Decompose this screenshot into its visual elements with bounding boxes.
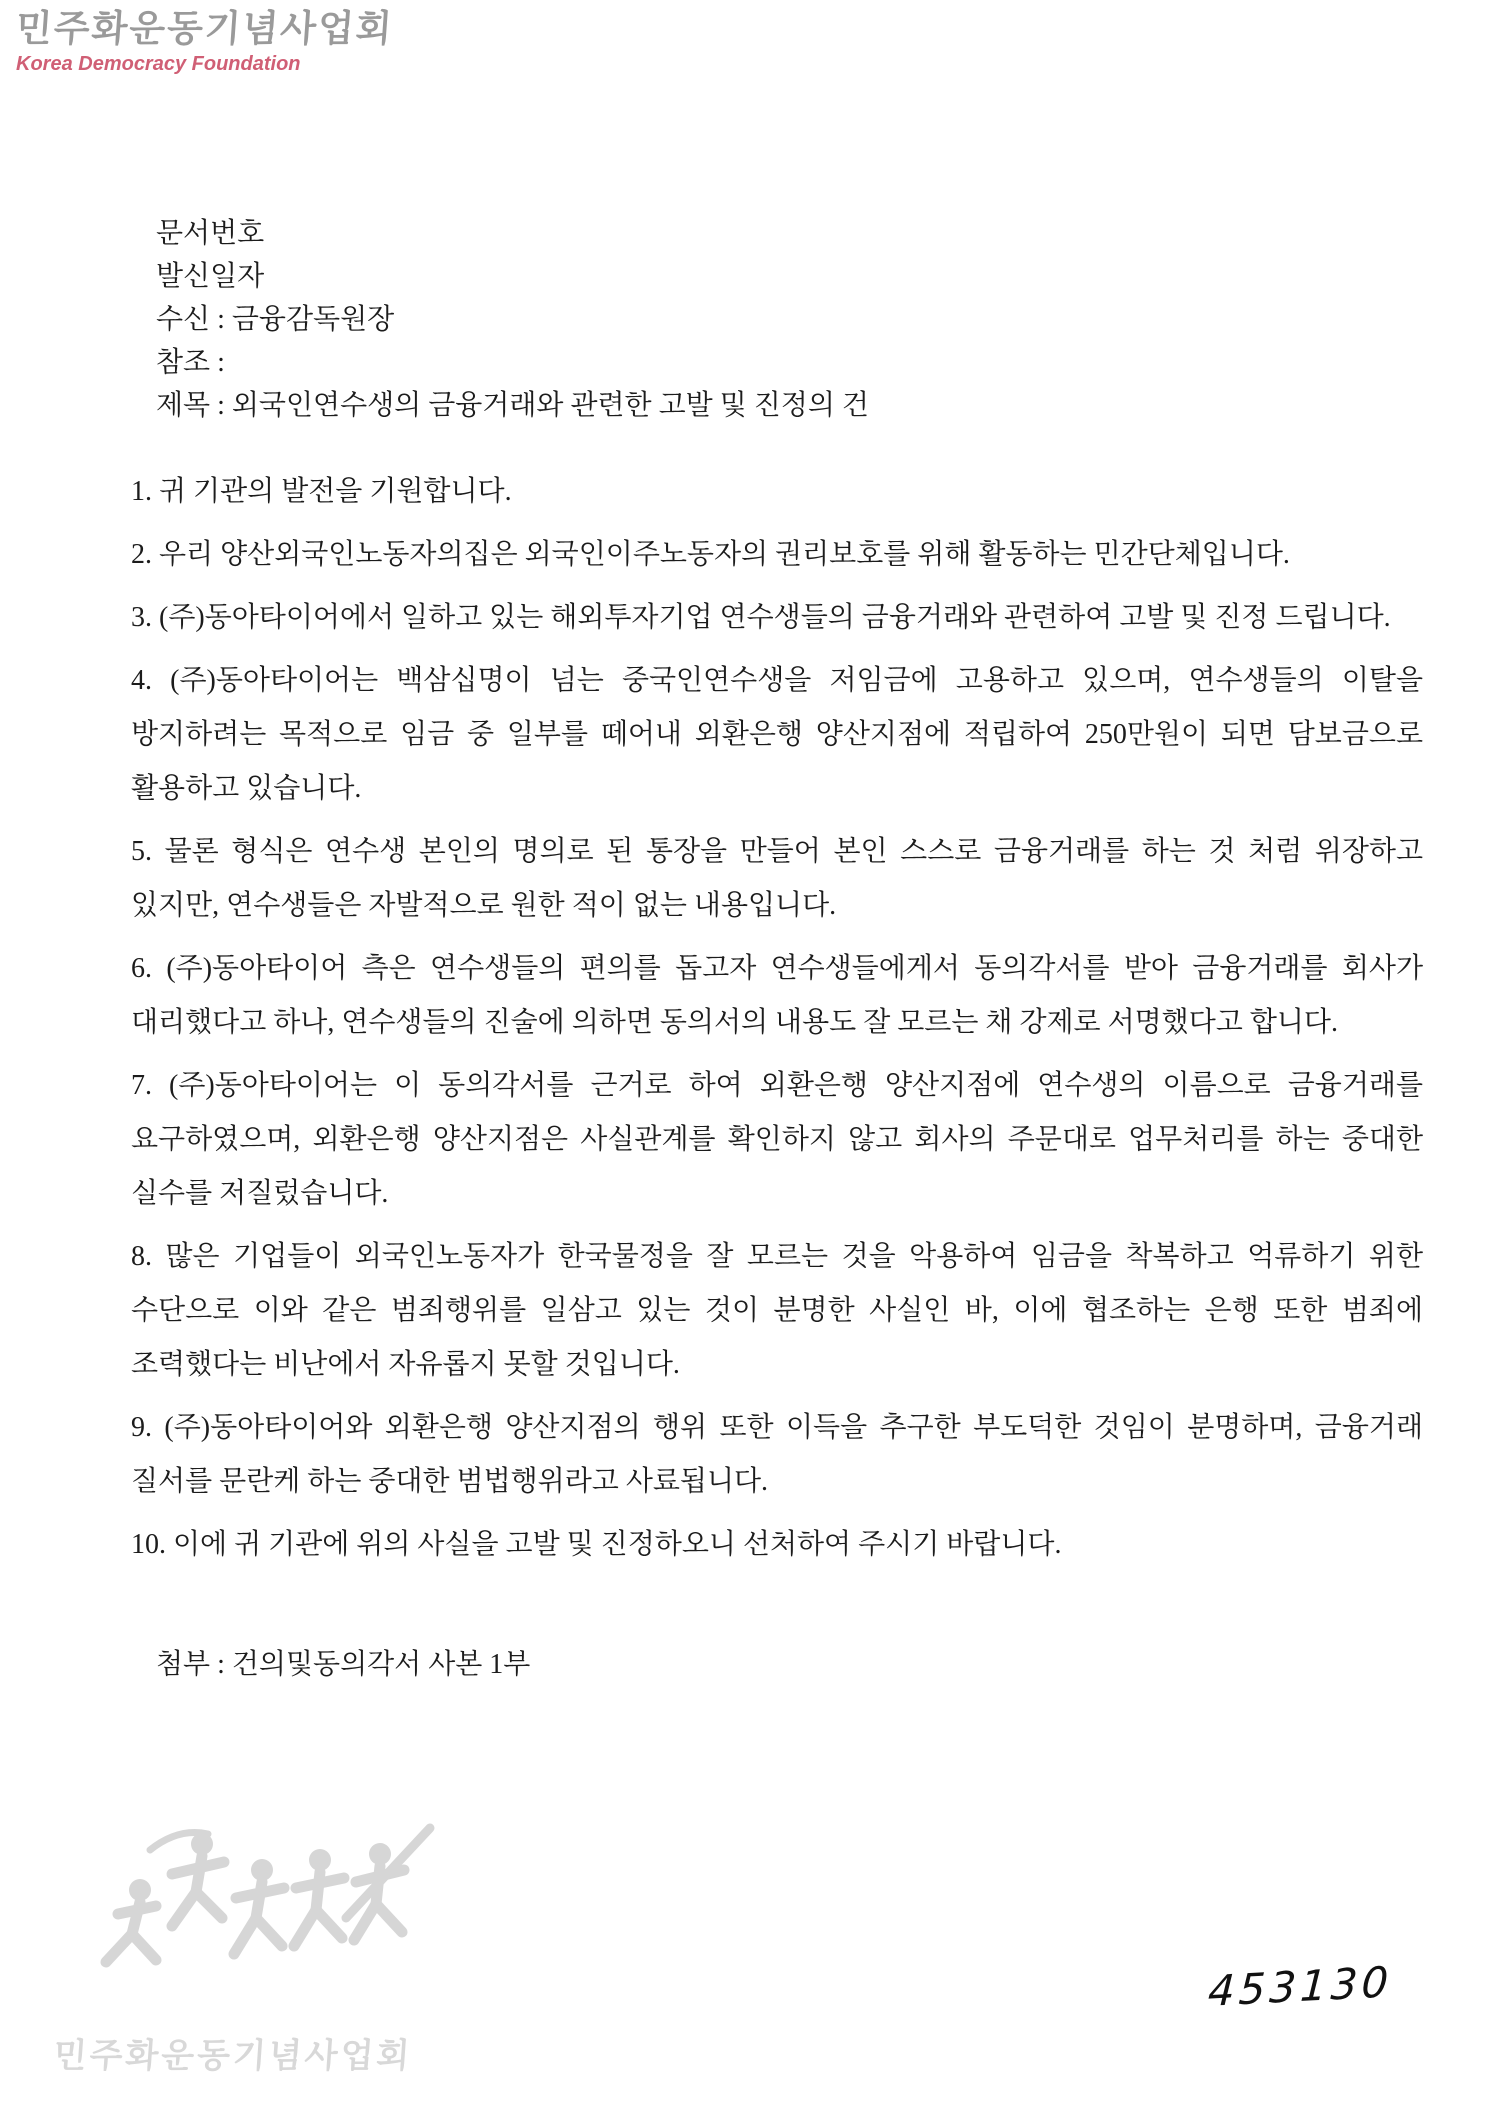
- paragraph-1: 1. 귀 기관의 발전을 기원합니다.: [131, 476, 512, 507]
- doc-number-label: 문서번호: [156, 218, 265, 249]
- letter-body: [131, 212, 1423, 1682]
- paragraph-9: 9. (주)동아타이어와 외환은행 양산지점의 행위 또한 이득을 추구한 부도덕한 것임이 분명하며, 금융거래 질서를 문란케 하는 중대한 범법행위라고 사료됩니다.: [131, 1412, 1423, 1497]
- paragraph-10: 10. 이에 귀 기관에 위의 사실을 고발 및 진정하오니 선처하여 주시기 바랍니다.: [131, 1529, 1062, 1560]
- paragraph-4: 4. (주)동아타이어는 백삼십명이 넘는 중국인연수생을 저임금에 고용하고 있으며, 연수생들의 이탈을 방지하려는 목적으로 임금 중 일부를 떼어내 외환은행 양산지점에 적립하여 250만원이 되면 담보금으로 활용하고 있습니다.: [131, 665, 1423, 804]
- foundation-logo: [16, 10, 393, 76]
- watermark-foundation-name: 민주화운동기념사업회: [52, 2038, 414, 2075]
- paragraph-7: 7. (주)동아타이어는 이 동의각서를 근거로 하여 외환은행 양산지점에 연수생의 이름으로 금융거래를 요구하였으며, 외환은행 양산지점은 사실관계를 확인하지 않고 회사의 주문대로 업무처리를 하는 중대한 실수를 저질렀습니다.: [131, 1070, 1423, 1209]
- paragraph-6: 6. (주)동아타이어 측은 연수생들의 편의를 돕고자 연수생들에게서 동의각서를 받아 금융거래를 회사가 대리했다고 하나, 연수생들의 진술에 의하면 동의서의 내용도 잘 모르는 채 강제로 서명했다고 합니다.: [131, 953, 1423, 1038]
- foundation-watermark: [40, 1822, 460, 2077]
- paragraph-8: 8. 많은 기업들이 외국인노동자가 한국물정을 잘 모르는 것을 악용하여 임금을 착복하고 억류하기 위한 수단으로 이와 같은 범죄행위를 일삼고 있는 것이 분명한 사실인 바, 이에 협조하는 은행 또한 범죄에 조력했다는 비난에서 자유롭지 못할 것입니다.: [131, 1241, 1423, 1380]
- handwritten-page-number: 453130: [1206, 1957, 1394, 2016]
- foundation-logo-korean: 민주화운동기념사업회: [14, 9, 395, 50]
- foundation-logo-english: Korea Democracy Foundation: [16, 53, 301, 75]
- paragraph-2: 2. 우리 양산외국인노동자의집은 외국인이주노동자의 권리보호를 위해 활동하는 민간단체입니다.: [131, 539, 1290, 570]
- subject-line: 제목 : 외국인연수생의 금융거래와 관련한 고발 및 진정의 건: [156, 390, 869, 421]
- recipient-line: 수신 : 금융감독원장: [156, 304, 395, 335]
- paragraph-5: 5. 물론 형식은 연수생 본인의 명의로 된 통장을 만들어 본인 스스로 금융거래를 하는 것 처럼 위장하고 있지만, 연수생들은 자발적으로 원한 적이 없는 내용입니다.: [131, 836, 1423, 921]
- paragraph-3: 3. (주)동아타이어에서 일하고 있는 해외투자기업 연수생들의 금융거래와 관련하여 고발 및 진정 드립니다.: [131, 602, 1391, 633]
- letter-paragraphs: [131, 465, 1423, 1572]
- running-figures-icon: [40, 1822, 460, 2022]
- attachment-line: 첨부 : 건의및동의각서 사본 1부: [156, 1649, 531, 1680]
- send-date-label: 발신일자: [156, 261, 265, 292]
- letter-meta: [131, 212, 1423, 427]
- reference-line: 참조 :: [156, 347, 225, 378]
